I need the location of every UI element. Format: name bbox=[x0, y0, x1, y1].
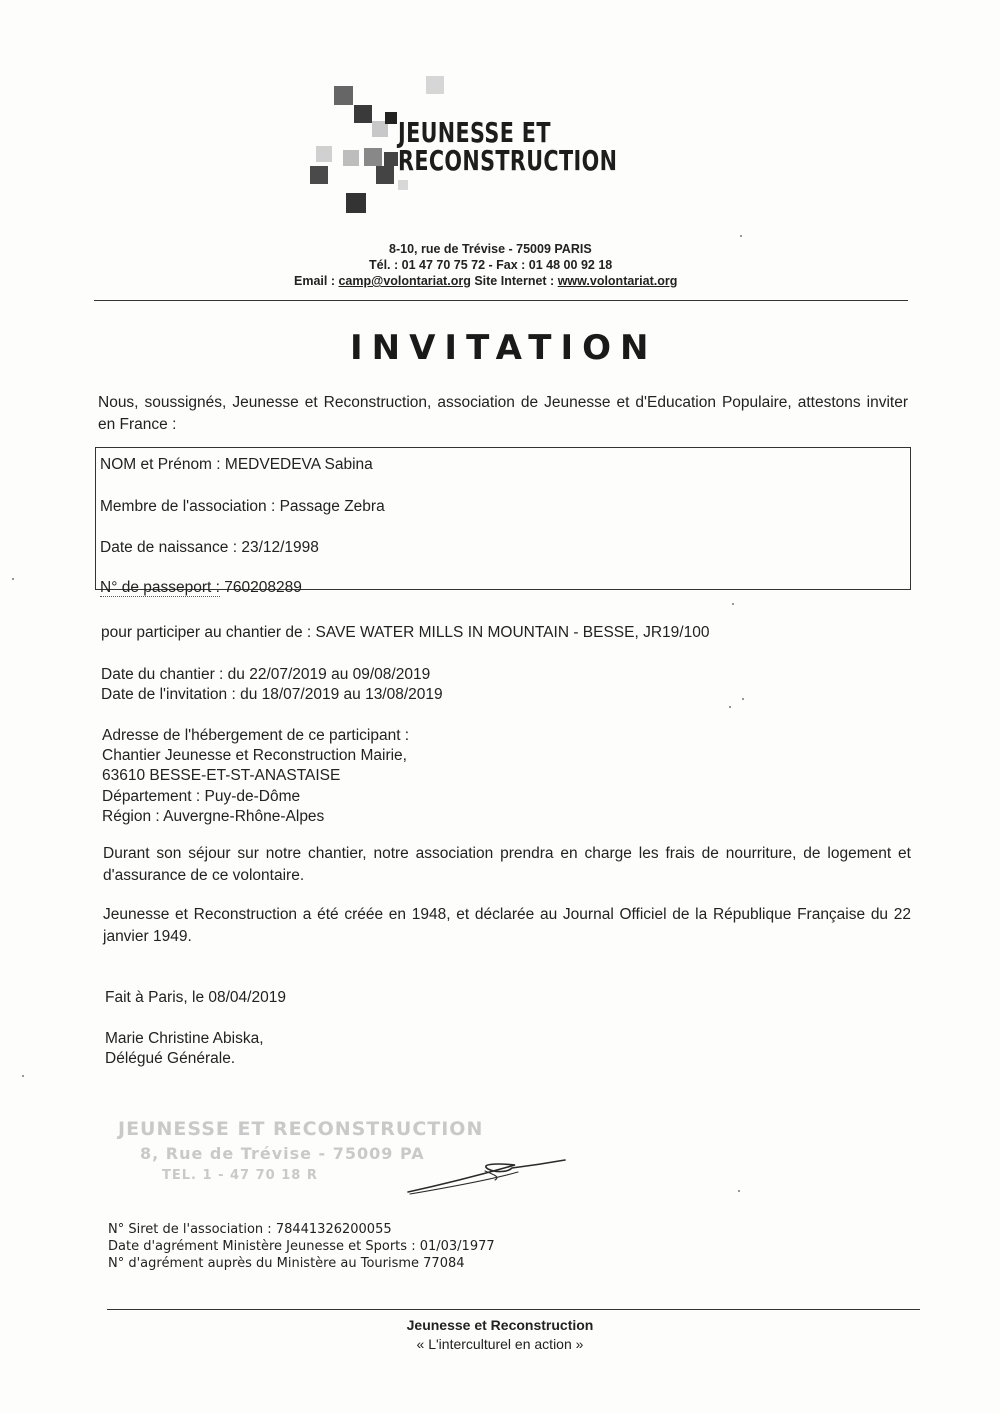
logo-square bbox=[364, 148, 382, 166]
signatory-role: Délégué Générale. bbox=[105, 1050, 236, 1067]
accommodation-line2: 63610 BESSE-ET-ST-ANASTAISE bbox=[102, 767, 341, 784]
stamp-line1: JEUNESSE ET RECONSTRUCTION bbox=[118, 1118, 484, 1140]
site-label: Site Internet : bbox=[474, 274, 555, 288]
org-address: 8-10, rue de Trévise - 75009 PARIS bbox=[389, 242, 592, 256]
scan-speck bbox=[12, 578, 14, 580]
email-label: Email : bbox=[294, 274, 335, 288]
participant-member-row bbox=[100, 498, 385, 516]
participant-member: Passage Zebra bbox=[279, 498, 385, 515]
org-phone-fax: Tél. : 01 47 70 75 72 - Fax : 01 48 00 92 18 bbox=[369, 258, 613, 272]
logo-square bbox=[376, 166, 394, 184]
email-link[interactable]: camp@volontariat.org bbox=[338, 274, 471, 288]
history-paragraph: Jeunesse et Reconstruction a été créée en 1948, et déclarée au Journal Officiel de la République Française du 22 janvier 1949. bbox=[103, 906, 911, 945]
project-line: pour participer au chantier de : SAVE WATER MILLS IN MOUNTAIN - BESSE, JR19/100 bbox=[101, 624, 710, 641]
logo-square bbox=[385, 112, 397, 124]
logo-square bbox=[316, 146, 332, 162]
accommodation-label: Adresse de l'hébergement de ce participant : bbox=[102, 727, 410, 744]
participant-box bbox=[95, 447, 911, 596]
website-link[interactable]: www.volontariat.org bbox=[557, 274, 678, 288]
footer-divider bbox=[107, 1309, 920, 1310]
scan-speck bbox=[732, 603, 734, 605]
logo-square bbox=[384, 152, 398, 166]
org-contact-line bbox=[294, 274, 677, 288]
logo-square bbox=[310, 166, 328, 184]
logo-square bbox=[426, 76, 444, 94]
logo-square bbox=[346, 193, 366, 213]
participant-passport-row bbox=[100, 579, 302, 597]
participant-birth-row bbox=[100, 539, 319, 557]
stamp-line3: TEL. 1 - 47 70 18 R bbox=[162, 1168, 318, 1183]
logo-text-line1: JEUNESSE ET bbox=[398, 116, 551, 149]
member-label: Membre de l'association : bbox=[100, 498, 276, 515]
document-title: INVITATION bbox=[350, 328, 658, 368]
intro-paragraph: Nous, soussignés, Jeunesse et Reconstruction, association de Jeunesse et d'Education Populaire, attestons inviter en France : bbox=[98, 394, 908, 433]
logo-square bbox=[398, 180, 408, 190]
siret-number: N° Siret de l'association : 78441326200055 bbox=[108, 1222, 392, 1237]
participant-name-row bbox=[100, 456, 373, 474]
logo-square bbox=[354, 105, 372, 123]
signatory-name: Marie Christine Abiska, bbox=[105, 1030, 264, 1047]
birth-label: Date de naissance : bbox=[100, 539, 238, 556]
agrement-tourisme: N° d'agrément auprès du Ministère au Tourisme 77084 bbox=[108, 1256, 465, 1271]
passport-label: N° de passeport : bbox=[100, 579, 220, 596]
scan-speck bbox=[742, 698, 744, 700]
charges-paragraph: Durant son séjour sur notre chantier, notre association prendra en charge les frais de nourriture, de logement et d'assurance de ce volontaire. bbox=[103, 845, 911, 884]
participant-passport: 760208289 bbox=[224, 579, 302, 596]
logo-text-line2: RECONSTRUCTION bbox=[398, 144, 618, 177]
accommodation-line1: Chantier Jeunesse et Reconstruction Mairie, bbox=[102, 747, 407, 764]
participant-name: MEDVEDEVA Sabina bbox=[224, 456, 373, 473]
participant-birth: 23/12/1998 bbox=[241, 539, 319, 556]
accommodation-region: Région : Auvergne-Rhône-Alpes bbox=[102, 808, 325, 825]
header-divider bbox=[94, 300, 908, 301]
scan-speck bbox=[740, 235, 742, 237]
invitation-dates: Date de l'invitation : du 18/07/2019 au 13/08/2019 bbox=[101, 686, 443, 703]
logo-square bbox=[343, 150, 359, 166]
name-label: NOM et Prénom : bbox=[100, 456, 221, 473]
footer-slogan: « L'interculturel en action » bbox=[416, 1336, 584, 1352]
accommodation-department: Département : Puy-de-Dôme bbox=[102, 788, 301, 805]
scan-speck bbox=[729, 706, 731, 708]
handwritten-signature bbox=[400, 1150, 570, 1200]
logo-square bbox=[334, 86, 353, 105]
stamp-line2: 8, Rue de Trévise - 75009 PA bbox=[140, 1144, 425, 1163]
footer-org-name: Jeunesse et Reconstruction bbox=[406, 1317, 594, 1333]
scan-speck bbox=[738, 1190, 740, 1192]
project-dates: Date du chantier : du 22/07/2019 au 09/08/2019 bbox=[101, 666, 431, 683]
place-date: Fait à Paris, le 08/04/2019 bbox=[105, 989, 286, 1006]
scan-speck bbox=[22, 1075, 24, 1077]
agrement-sport: Date d'agrément Ministère Jeunesse et Sports : 01/03/1977 bbox=[108, 1239, 495, 1254]
